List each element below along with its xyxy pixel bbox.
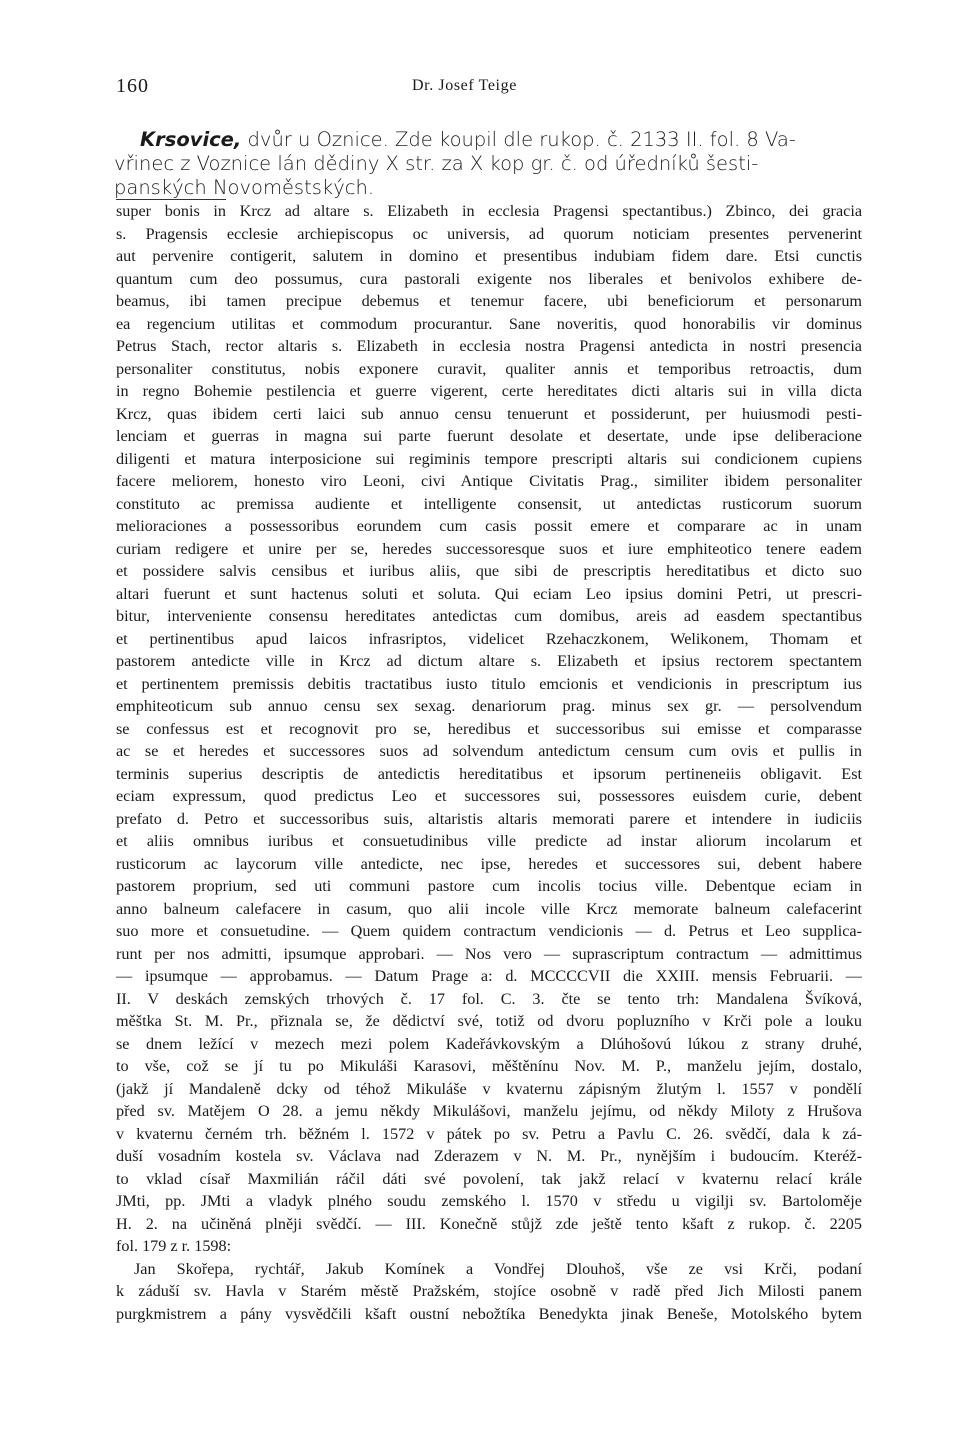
text-line: purgkmistrem a pány vysvědčili kšaft oustní nebožtíka Benedykta jinak Beneše, Motolského bytem [116,1304,862,1323]
text-line: pastorem antedicte ville in Krcz ad dictum altare s. Elizabeth et ipsius rectorem spectantem [116,652,862,670]
text-line: suo more et consuetudine. — Quem quidem contractum vendicionis — d. Petrus et Leo supplica- [116,922,862,940]
text-line: se confessus est et recognovit pro se, heredibus et successoribus sui emisse et comparasse [116,719,862,738]
text-line: JMti, pp. JMti a vladyk plného soudu zemského l. 1570 v středu u vigilji sv. Bartoloměje [116,1192,862,1210]
text-line: prefato d. Petro et successoribus suis, altaristis altaris memorati parere et intendere in iudiciis [116,809,862,828]
intro-line-text: dvůr u Oznice. Zde koupil dle rukop. č. 2133 II. fol. 8 Va- [241,128,796,151]
text-line: to vše, což se jí tu po Mikuláši Karasovi, měštěnínu Nov. M. P., manželu jejím, dostalo, [116,1057,862,1075]
text-line: diligenti et matura interposicione sui regiminis tempore prescripti altaris sui condicionem cupiens [116,449,862,468]
text-line: duší vosadním kostela sv. Václava nad Zderazem v N. M. Pr., nynějším i budoucím. Kteréž- [116,1147,862,1165]
latin-charter-text [116,200,862,1325]
text-line: měštka St. M. Pr., přiznala se, že dědictví své, totiž od dvoru popluzního v Krči pole a louku [116,1012,862,1030]
text-line: II. V deskách zemských trhových č. 17 fol. C. 3. čte se tento trh: Mandalena Švíková, [116,989,862,1008]
text-line: to vklad císař Maxmilián ráčil dáti své povolení, tak jakž relací v kvaternu relací krále [116,1169,862,1188]
text-line: runt per nos admitti, ipsumque approbari. — Nos vero — suprascriptum contractum — admittimus [116,944,862,963]
text-line: aut pervenire contigerit, salutem in domino et presentibus indubiam fidem dare. Etsi cunctis [116,247,862,265]
intro-line [114,128,864,152]
text-line: facere meliorem, honesto viro Leoni, civi Antique Civitatis Prag., similiter ibidem personaliter [116,472,862,490]
text-line: altari fuerunt et sunt hactenus soluti et soluta. Qui eciam Leo ipsius domini Petri, ut prescri- [116,584,862,603]
text-line: H. 2. na učiněná plněji svědčí. — III. Konečně stůjž zde ještě tento kšaft z rukop. č. 2205 [116,1214,862,1233]
intro-line: vřinec z Voznice lán dědiny X str. za X kop gr. č. od úředníků šesti- [114,152,759,175]
text-line: lenciam et guerras in magna sui parte fuerunt desolate et desertate, unde ipse deliberacione [116,427,862,445]
intro-line: panských Novoměstských. [114,176,375,199]
text-line: in regno Bohemie pestilencia et guerre vigerent, certe hereditates dicti altaris sui in villa dicta [116,382,862,400]
text-line: rusticorum ac laycorum ville antedicte, nec ipse, heredes et successores sui, debent habere [116,854,862,873]
text-line: s. Pragensis ecclesie archiepiscopus oc universis, ad quorum noticiam presentes pervenerint [116,224,862,243]
text-line: Krcz, quas ibidem certi laici sub annuo censu tenuerunt et possiderunt, per huiusmodi pesti- [116,404,862,423]
text-line: se dnem ležící v mezech mezi polem Kadeřávkovským a Dlúhošovú lúkou z strany druhé, [116,1034,862,1053]
text-line: — ipsumque — approbamus. — Datum Prage a: d. MCCCCVII die XXIII. mensis Februarii. — [116,967,862,985]
text-line: quantum cum deo possumus, cura pastorali exigente nos liberales et benivolos exhibere de- [116,269,862,288]
intro-paragraph [114,128,864,200]
text-line: fol. 179 z r. 1598: [116,1237,232,1255]
text-line: bitur, interveniente consensu hereditates antedictas cum domibus, areis ad easdem spectantibus [116,607,862,625]
text-line: v kvaternu černém trh. běžném l. 1572 v pátek po sv. Petru a Pavlu C. 26. svědčí, dala k zá- [116,1124,862,1143]
running-head: Dr. Josef Teige [412,77,517,94]
text-line: eciam expressum, quod predictus Leo et successores sui, possessores euisdem curie, debent [116,787,862,805]
text-line: super bonis in Krcz ad altare s. Elizabeth in ecclesia Pragensi spectantibus.) Zbinco, dei gracia [116,202,862,220]
text-line: constituto ac premissa audiente et intelligente consensit, ut antedictas rusticorum suorum [116,494,862,513]
text-line: ac se et heredes et successores suos ad solvendum antedictum censum cum ovis et pullis in [116,742,862,760]
text-line: před sv. Matějem O 28. a jemu někdy Mikulášovi, manželu jejímu, od někdy Miloty z Hrušova [116,1102,862,1120]
text-line: melioraciones a possessoribus eorundem cum casis possit emere et comparare ac in unam [116,517,862,535]
text-line: emphiteoticum sub annuo censu sex sexag. denariorum prag. minus sex gr. — persolvendum [116,697,862,715]
page-header [116,75,846,99]
text-line: Petrus Stach, rector altaris s. Elizabeth in ecclesia nostra Pragensi antedicta in nostri presencia [116,337,862,355]
text-line: pastorem proprium, sed uti communi pastore cum incolis tocius ville. Debentque eciam in [116,877,862,895]
text-line: et possidere salvis censibus et iuribus aliis, que sibi de prescriptis hereditatibus et dicto suo [116,562,862,580]
text-line: et pertinentibus apud laicos infrasriptos, videlicet Rzehaczkonem, Welikonem, Thomam et [116,629,862,648]
text-line: curiam redigere et unire per se, heredes successoresque suos et iure emphiteotico tenere eadem [116,539,862,558]
text-line: et aliis omnibus iuribus et consuetudinibus ville predicte ad instar aliorum incolarum et [116,832,862,850]
text-line: personaliter constitutus, nobis exponere curavit, qualiter annis et temporibus retroactis, dum [116,359,862,378]
text-line: anno balneum calefacere in casum, quo alii incole ville Krcz memorate balneum calefacerint [116,899,862,918]
text-line: ea regencium utilitas et commodum procurantur. Sane noveritis, quod honorabilis vir dominus [116,314,862,333]
text-line: k záduší sv. Havla v Starém městě Pražském, stojíce osobně v radě před Jich Milosti panem [116,1282,862,1300]
page-number: 160 [116,75,149,97]
text-line: terminis superius descriptis de antedictis hereditatibus et ipsorum pertineneiis obligavit. Est [116,764,862,783]
intro-place-name: Krsovice, [140,128,242,151]
text-line: et pertinentem premissis debitis tractatibus iusto titulo emcionis et vendicionis in prescriptum ius [116,674,862,693]
text-line: (jakž jí Mandaleně dcky od téhož Mikuláše v kvaternu zápisným žlutým l. 1557 v pondělí [116,1079,862,1098]
text-line: beamus, ibi tamen precipue debemus et tenemur facere, ubi beneficiorum et personarum [116,292,862,310]
text-line: Jan Skořepa, rychtář, Jakub Komínek a Vondřej Dlouhoš, vše ze vsi Krči, podaní [134,1259,862,1278]
